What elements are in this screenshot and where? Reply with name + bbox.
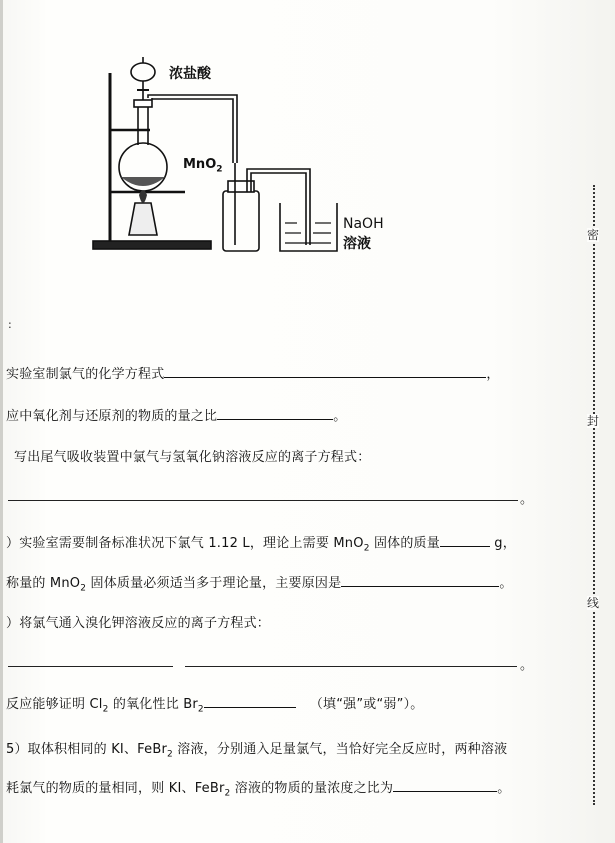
q7-sub1: 2 [102, 704, 109, 715]
q3-text: 写出尾气吸收装置中氯气与氢氧化钠溶液反应的离子方程式： [14, 450, 371, 465]
alcohol-lamp [129, 203, 157, 235]
question-5 [6, 572, 513, 594]
q8-line2-prefix: 耗氯气的物质的量相同，则 KI、FeBr [6, 781, 225, 796]
funnel-bulb [131, 63, 155, 81]
stray-mark: : [8, 318, 12, 331]
q4-suffix: 固体的质量 [369, 536, 440, 551]
q2-text: 应中氧化剂与还原剂的物质的量之比 [6, 409, 218, 424]
seal-char-3: 线 [587, 596, 600, 610]
q8-line1-sub: 2 [167, 749, 173, 760]
question-4 [6, 532, 516, 554]
q7-sub2: 2 [197, 704, 204, 715]
q8-line2-rest: 溶液的物质的量浓度之比为 [230, 781, 394, 796]
q3-end: 。 [520, 492, 534, 507]
q4-answer-blank[interactable] [440, 534, 490, 547]
q7-hint: （填“强”或“弱”）。 [309, 697, 424, 712]
naoh-label-line2: 溶液 [343, 236, 371, 252]
q8-line2-sub: 2 [224, 788, 231, 799]
q6-end: 。 [520, 658, 534, 673]
q6-answer-line-left[interactable] [8, 666, 173, 667]
question-2 [6, 405, 346, 424]
wash-bottle [223, 191, 259, 251]
q6-answer-line-right[interactable] [185, 666, 517, 667]
mno2-label [183, 157, 223, 175]
stand-base [93, 241, 211, 249]
q8-answer-blank[interactable] [393, 779, 497, 792]
question-1 [6, 363, 500, 382]
q3-answer-line[interactable] [8, 500, 518, 501]
q2-answer-blank[interactable] [217, 407, 333, 420]
question-8-line-2 [6, 777, 510, 799]
q5-end: 。 [499, 576, 513, 591]
q1-end: ， [486, 367, 500, 382]
question-8-line-1 [6, 738, 507, 760]
q8-line1-rest: 溶液，分别通入足量氯气，当恰好完全反应时，两种溶液 [172, 742, 508, 757]
q7-prefix: 反应能够证明 Cl [6, 697, 103, 712]
q5-answer-blank[interactable] [341, 574, 499, 587]
mno2-label-sub: 2 [216, 164, 223, 175]
mno2-label-main: MnO [183, 157, 217, 172]
q2-end: 。 [333, 409, 347, 424]
q7-answer-blank[interactable] [204, 695, 296, 708]
q8-line1-prefix: 5）取体积相同的 KI、FeBr [6, 742, 167, 757]
question-3 [14, 446, 370, 465]
q5-suffix: 固体质量必须适当多于理论量，主要原因是 [86, 576, 342, 591]
naoh-beaker [280, 203, 337, 251]
flask-stopper [134, 100, 152, 107]
q4-prefix: ）实验室需要制备标准状况下氯气 1.12 L，理论上需要 MnO [6, 536, 364, 551]
question-7 [6, 693, 423, 715]
page-left-edge [0, 0, 3, 843]
hcl-label: 浓盐酸 [169, 66, 211, 82]
q6-text: ）将氯气通入溴化钾溶液反应的离子方程式： [6, 616, 271, 631]
q5-prefix: 称量的 MnO [6, 576, 81, 591]
apparatus-diagram [75, 45, 415, 260]
naoh-label-line1: NaOH [343, 216, 384, 232]
seal-char-1: 密 [587, 228, 600, 242]
seal-char-2: 封 [587, 414, 600, 428]
q4-unit: g， [489, 536, 516, 551]
seal-dotted-line [593, 185, 595, 805]
q5-sub: 2 [80, 583, 87, 594]
q4-sub: 2 [363, 543, 370, 554]
q7-middle: 的氧化性比 Br [108, 697, 198, 712]
question-6 [6, 612, 270, 631]
q1-text: 实验室制氯气的化学方程式 [6, 367, 165, 382]
delivery-tube-2 [247, 169, 310, 245]
q1-answer-blank[interactable] [164, 365, 486, 378]
q8-end: 。 [497, 781, 511, 796]
